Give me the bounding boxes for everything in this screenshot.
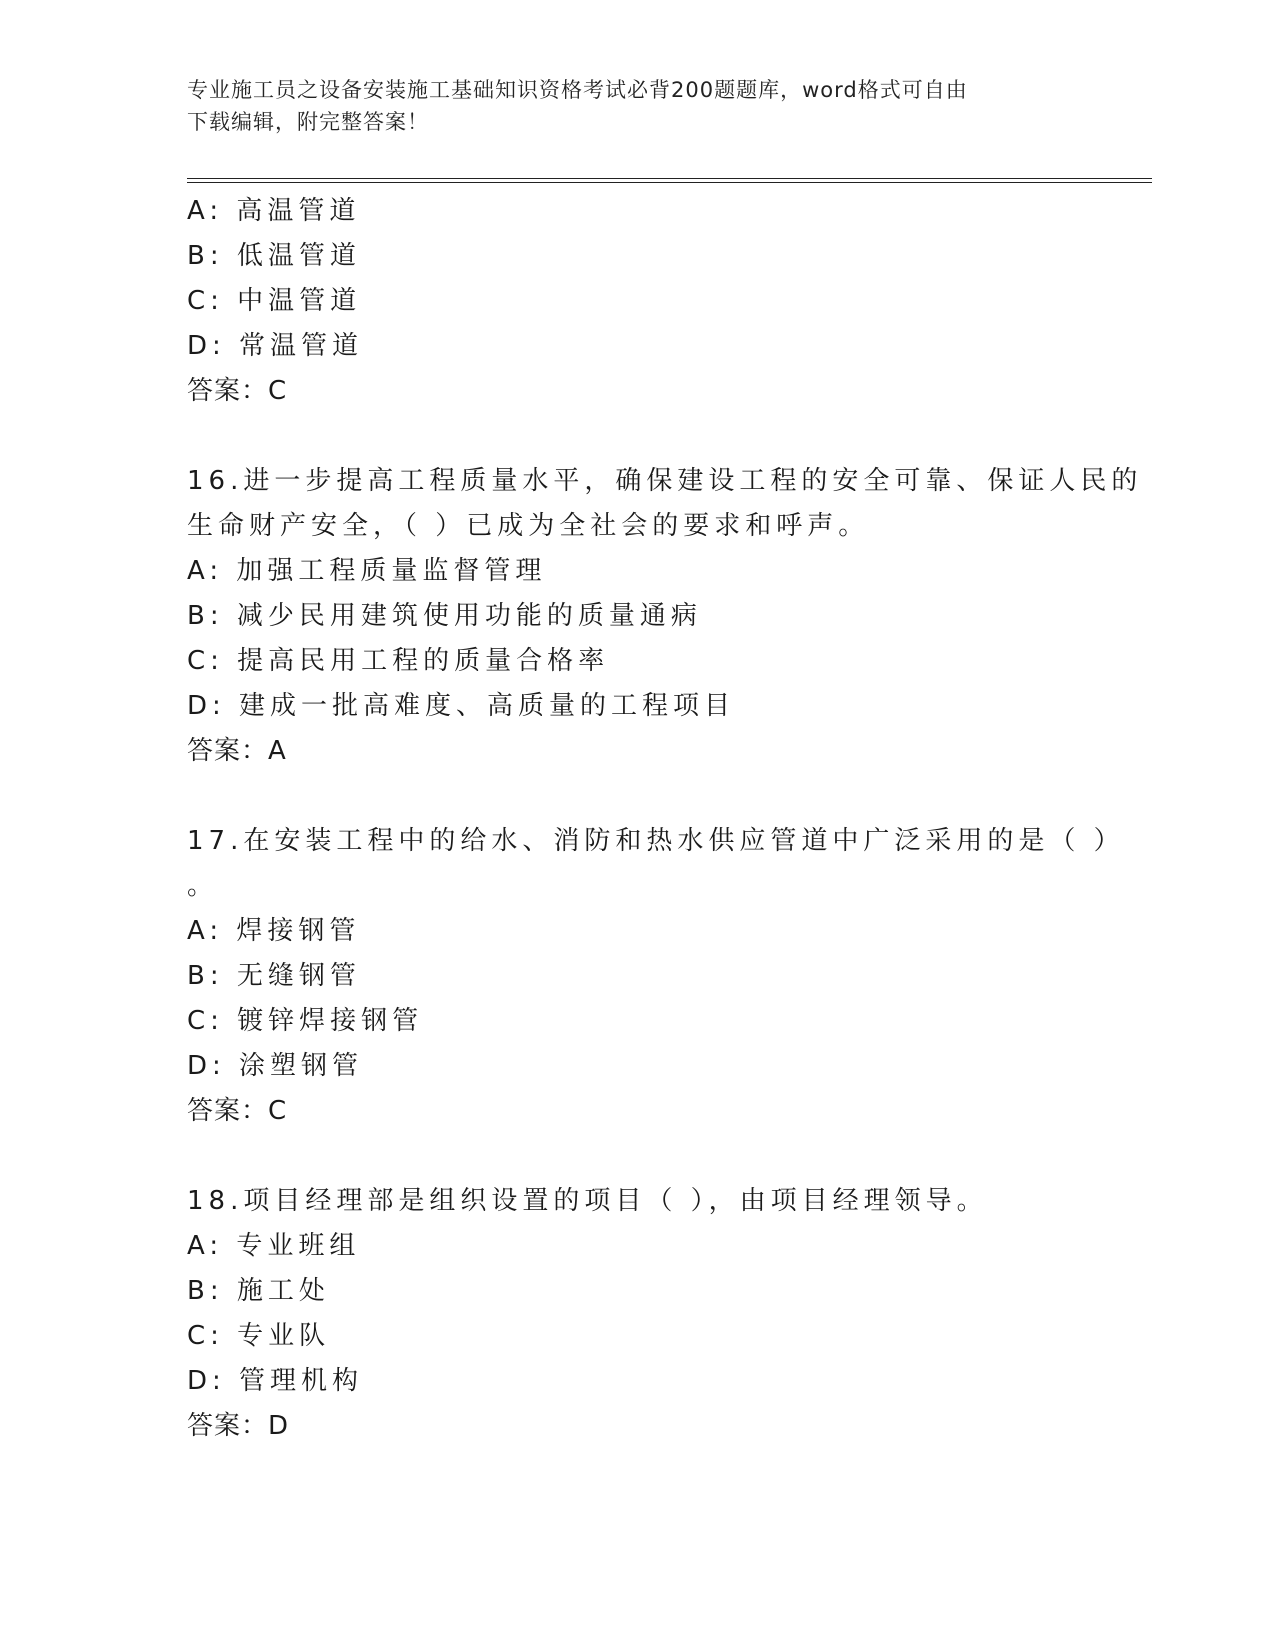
q17-option-b: B: 无缝钢管 xyxy=(187,961,361,991)
q16-option-b: B: 减少民用建筑使用功能的质量通病 xyxy=(187,601,702,631)
header-double-rule xyxy=(187,178,1152,183)
q18-stem-line-1: 18.项目经理部是组织设置的项目（ ），由项目经理领导。 xyxy=(187,1186,988,1216)
q16-option-c: C: 提高民用工程的质量合格率 xyxy=(187,646,610,676)
q15-option-b: B: 低温管道 xyxy=(187,241,361,271)
q16-answer: 答案：A xyxy=(187,736,287,766)
q17-option-d: D: 涂塑钢管 xyxy=(187,1051,364,1081)
q16-stem-line-1: 16.进一步提高工程质量水平，确保建设工程的安全可靠、保证人民的 xyxy=(187,466,1143,496)
q18-option-a: A: 专业班组 xyxy=(187,1231,361,1261)
q15-option-c: C: 中温管道 xyxy=(187,286,362,316)
q16-stem-line-2: 生命财产安全，（ ）已成为全社会的要求和呼声。 xyxy=(187,511,870,541)
q18-option-c: C: 专业队 xyxy=(187,1321,331,1351)
q17-stem-line-1: 17.在安装工程中的给水、消防和热水供应管道中广泛采用的是（ ） xyxy=(187,826,1125,856)
q15-answer: 答案：C xyxy=(187,376,288,406)
q16-option-a: A: 加强工程质量监督管理 xyxy=(187,556,547,586)
header-line-1: 专业施工员之设备安装施工基础知识资格考试必背200题题库，word格式可自由 xyxy=(187,78,968,102)
q18-option-b: B: 施工处 xyxy=(187,1276,330,1306)
header-line-2: 下载编辑，附完整答案！ xyxy=(187,110,429,134)
document-header xyxy=(187,74,1067,138)
q18-answer: 答案：D xyxy=(187,1411,290,1441)
q17-option-a: A: 焊接钢管 xyxy=(187,916,361,946)
q17-option-c: C: 镀锌焊接钢管 xyxy=(187,1006,424,1036)
q15-option-a: A: 高温管道 xyxy=(187,196,361,226)
q17-stem-line-2: 。 xyxy=(187,871,219,901)
q15-option-d: D: 常温管道 xyxy=(187,331,364,361)
q17-answer: 答案：C xyxy=(187,1096,288,1126)
q16-option-d: D: 建成一批高难度、高质量的工程项目 xyxy=(187,691,736,721)
q18-option-d: D: 管理机构 xyxy=(187,1366,364,1396)
